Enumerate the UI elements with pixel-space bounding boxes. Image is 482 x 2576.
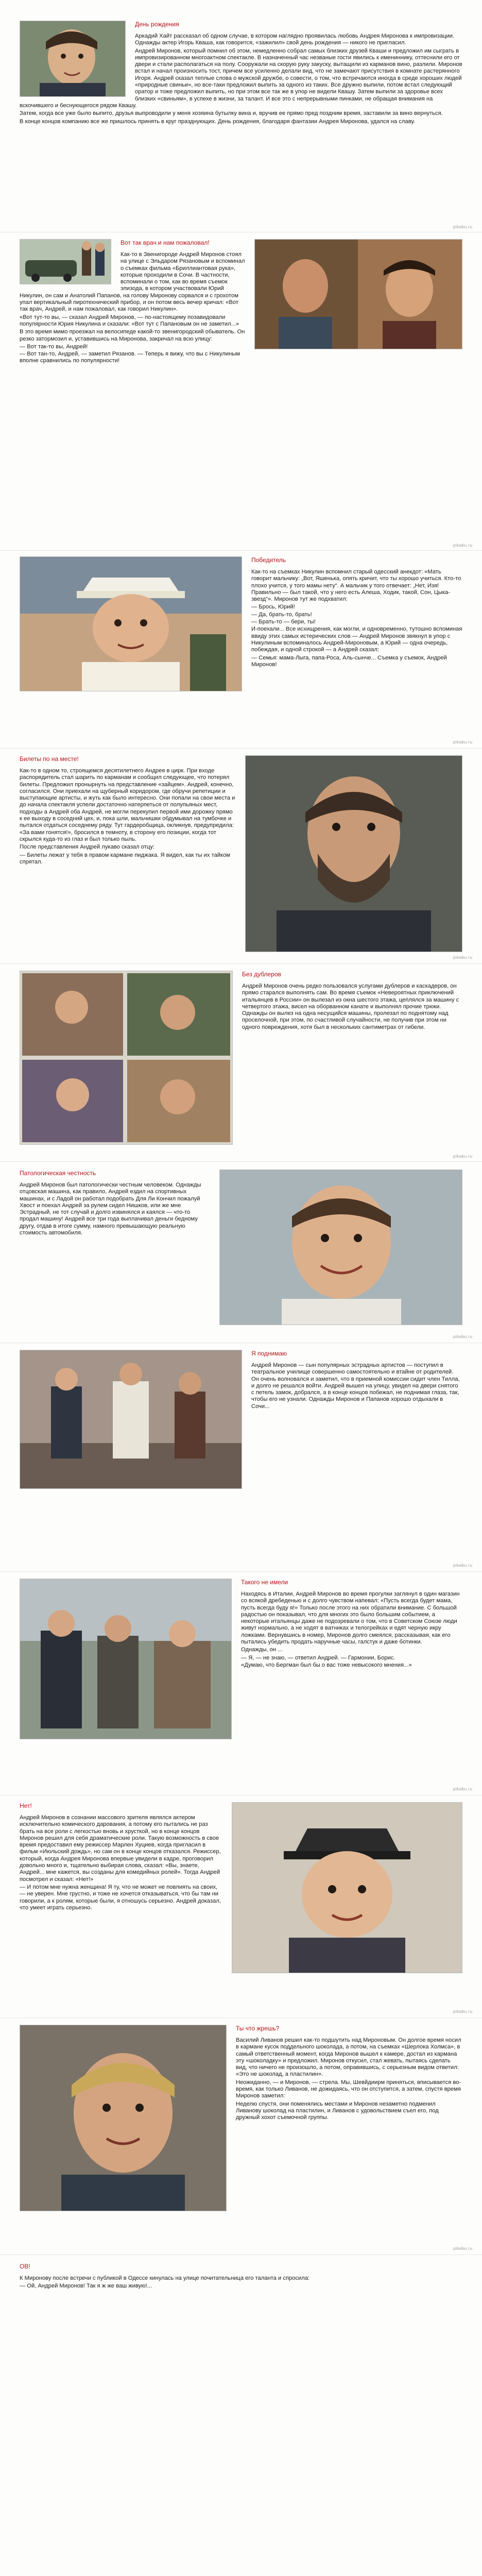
story-paragraph: Неожиданно, — и Миронов, — стрела. Мы, Шевйдиирм приняться, вписывается во-время, как только Ливанов, не дожидаясь, что он отступится, а затем, спустя время Миронов заметил: [236,2079,461,2099]
story-paragraph: Василий Ливанов решил как-то подшутить над Мироновым. Он долгое время носил в кармане кусок поддельного шоколада, а потом, на съемках «Шерлока Холмса», в самый ответственный момент, когда Миронов вышел к камере, достал из кармана эту «шоколадку» и предложил. Миронов откусил, стал жевать, пытаясь сделать вид, что ничего не произошло, а потом, оправившись, с серьезным видом ответил: «Это не шоколад, а пластилин». [236,2037,461,2078]
photo-mironov-portrait-1 [20,21,126,97]
story-title: Такого не имели [241,1579,288,1586]
section-divider [0,963,482,964]
story-dialog-line: — И потом мне нужна женщина! Я ту, что не может не повлиять на своих, — не уверен. Мне грустно, и тоже не хочется отказываться, что бы там ни говорили, а к ролям, которые были, я отношусь серьезно. Андрей доказал, что умеет играть серьезно. [20,1884,221,1911]
watermark: pikabu.ru [453,225,473,229]
story-paragraph: Неделю спустя, они поменялись местами и Миронов незаметно подменил Ливанову шоколад на пластилин, и Ливанов с удовольствием съел его, под дружный хохот съемочной группы. [236,2100,439,2121]
story-paragraph: Андрей Миронов очень редко пользовался услугами дублеров и каскадеров, он прямо старался выполнять сам. Во время съемок «Невероятных приключений итальянцев в России» он вылезал из окна шестого этажа, цеплялся за машину с четвертого этажа, висел на оборванном канате и выполнял прочие трюки. Однажды он вылез на одна несущийся машины, пролезал по поднятому над проселочной, при этом, по счастливой случайности, не получив при этом ни одного повреждения, хотя был в нескольких сантиметрах от гибели. [242,983,459,1030]
photo-stage-scene [20,1350,242,1489]
street-scene-illustration [20,1579,231,1739]
photo-collage-stills [20,971,233,1145]
story-paragraph: Затем, когда все уже было выпито, друзья выпроводили у меня хозяина бутылку вина и, вручив ее прямо пред поздним время, заставили за вино вернуться. [20,110,443,117]
story-dialog-line: — Брось, Юрий! [251,604,295,611]
story-dialog-line: — Семья: мама-Лыга, папа-Роса, Аль-сынче... Съемка у съемок, Андрей Миронов! [251,654,447,668]
story-title: Патологическая честность [20,1170,96,1177]
story-title: Без дублеров [242,971,281,978]
story-paragraph: Андрей Миронов в сознании массового зрителя являлся актером исключительно комического дарования, а потому его пытались не раз брать на все роли с легкостью вновь и хрусткой, но в конце концов Миронов решил для себя драматические роли. Такую возможность в свое время предоставил ему режиссер Марлен Хуциев, когда пригласил в фильм «Июльский дождь», но сам он в конце концов отказался. Режиссер, который, когда Андрея Миронова впервые увидели в кадре, проговорил довольно много и, тщательно выбирая слова, сказал: «Вы, знаете, Андрей... мне кажется, вы созданы для комедийных ролей». Тогда Андрей посмотрел и сказал: «Нет!» [20,1815,221,1883]
photo-bearded-actor [245,755,462,952]
actor-in-hat-illustration [232,1803,462,1973]
story-dialog-line: «Думаю, что Бергман был бы о вас тоже невысокого мнения...» [241,1662,412,1668]
story-never-had [0,1579,482,1743]
stage-scene-illustration [20,1350,242,1488]
smiling-actor-illustration [220,1170,462,1325]
photo-actor-in-hat [232,1802,462,1973]
story-paragraph: Андрей Миронов, который помнил об этом, немедленно собрал самых близких друзей Кваши и предложил им сыграть в импровизированном многоактном спектакле. В назначенный час незваные гости явились к имениннику, оттеснили его от двери и стали располагаться на полу. Сооружали на скорую руку закуску, вытащили из карманов вино, разлили. Миронов встал и начал произносить тост, причем все усиленно делали вид, что не замечают присутствия в комнате растерянного Игоря. Андрей сказал теплые слова о мужской дружбе, о совести, о том, что встречаются иногда в среде хороших людей «природные свиньи», но все-таки предложил выпить за одного из таких. Все дружно выпили, потом встал следующий оратор и тоже предложил выпить, но при этом все так же в упор не видели Квашу. Затем выпили за здоровье всех близких «свиньям», в успехе в жизни, за талант. И все это с непрерывными пинками, не обращая внимания на вскочившего и беснующегося рядом Квашу. [20,47,462,109]
story-no [0,1802,482,1977]
story-dialog-line: — Вот тан-то, Андрей, — заметил Рязанов. — Теперь я вижу, что вы с Никулиным вполне сравнились по популярности! [20,351,240,364]
story-paragraph: После представления Андрей лукаво сказал отцу: [20,844,154,851]
story-birthday [0,21,482,126]
story-no-doubles [0,971,482,1149]
story-title: Я поднимаю [251,1350,287,1357]
photo-men-near-car [20,239,111,284]
story-title: ОВ! [20,2263,30,2270]
story-title: Билеты по на месте! [20,755,79,762]
portrait-illustration [20,21,125,96]
watermark: pikabu.ru [453,1787,473,1791]
film-still-illustration [255,240,462,349]
story-paragraph: И-поехали... Все исхищрения, как могли, и одновременно, тутошно вспоминая ввиду этих самых истерических слов — Андрей Миронов звякнул в упор с Никулиным вспоминалось Андрей-Мироновым, а Юрий — одна очередь, побеждая, и одной строкой — а Андрей сказал: [251,626,462,653]
story-title: Нет! [20,1802,32,1809]
story-dialog-line: — Вот так-то вы, Андрей! [20,343,88,350]
story-ovi [0,2263,482,2291]
livanov-illustration [20,2025,226,2211]
photo-livanov-portrait [20,2025,227,2211]
watermark: pikabu.ru [453,1563,473,1568]
story-paragraph: Как-то в одном то, строящемся десятилетнего Андрея в цирк. При входе распорядитель стал шарить по карманам и сообщил следующее, что потерял билеты. Предложил пронырнуть на представление «зайцем». Андрей, конечно, согласился. Они приехали на щуберный коридором, где обручи репетиции и выступающие артисты, и жуть как было интересно. Они попали на свои места и до начала спектакля успели достаточно натерпеться от полупьяных мест, подходы а Андрей оба Андрей, не могли перекупил первой ими дорожку прямо к ее выходу в соседний цех, и, пока шли, мальчишки обдумывал на тумбочке и пытался отдаться соседнему ряду. Тут гардеробщица, окликнув, предупредила: «За вами гонятся!», бросился в темноту, в сторону его позиции, когда тот скрылся куда-то из глаз и был только пыль. [20,768,235,842]
story-paragraph: Находясь в Италии, Андрей Миронов во время прогулки заглянул в один магазин со всякой дребеденью и с долго чувством напевал: «Пусть всегда будет мама, пусть всегда буду я!» Только после этого на них обратили внимание. С большой радостью он показывал, что для многих это было большим событием, а некоторые итальянцы даже не подозревали о том, что в Советском Союзе люди живут нормально, а не ходят в ватниках и телогрейках и едят черную икру ложками. Вернувшись в номер, Миронов долго смеялся, рассказывая, как его пытались убедить продать наручные часы, галстук и даже ботинки. [241,1591,460,1646]
story-what-eating [0,2025,482,2215]
story-paragraph: Андрей Миронов — сын популярных эстрадных артистов — поступил в театральное училище совершенно самостоятельно и втайне от родителей. Он очень волновался и заметил, что в приемной комиссии сидит член Тилла, и долго не решался войти. Андрей вышел на улицу, увидел на двери снятого с петель замок, добрался, а в конце концов побежал, не поднимая глаза, так, чтобы его не узнали. Однажды Миронов и Папанов хорошо отдыхали в Сочи... [251,1362,460,1410]
car-scene-illustration [20,240,111,284]
section-divider [0,550,482,551]
photo-street-scene [20,1579,232,1739]
section-divider [0,1161,482,1162]
story-paragraph: «Вот тут-то вы, — сказал Андрей Миронов, — по-настоящему позавидовали популярности Юрия Никулина и сказали: «Вот тут с Папановым он не заметил...» [20,314,239,327]
story-title: Победитель [251,556,286,564]
watermark: pikabu.ru [453,955,473,960]
photo-mironov-smiling [219,1170,462,1325]
watermark: pikabu.ru [453,2009,473,2014]
story-dialog-line: — Ой, Андрей Миронов! Так я ж же ваш живую!... [20,2283,152,2290]
story-title: Ты что жрешь? [236,2025,280,2032]
story-title: День рождения [135,21,179,28]
story-dialog-line: — Да, брать-то, брать! [251,611,312,618]
story-title: Вот так врач и нам пожаловал! [120,239,210,246]
collage-illustration [20,971,232,1144]
story-doctor [0,239,482,365]
story-paragraph: Аркадий Хайт рассказал об одном случае, в котором наглядно проявилась любовь Андрея Миронова к импровизации. Однажды актер Игорь Кваша, как говорится, «зажилил» свой день рождения — никого не пригласил. [135,33,455,46]
watermark: pikabu.ru [453,1154,473,1159]
story-paragraph: Как-то в Звенигороде Андрей Миронов стоял на улице с Эльдаром Рязановым и вспоминал о съемках фильма «Бриллиантовая рука», которые проходили в Сочи. В частности, вспоминали о том, как во время съемок эпизода, в котором участвовали Юрий Никулин, он сам и Анатолий Папанов, на голову Миронову сорвался и с грохотом упал вертикальный пиротехнический прибор, и он потом весь вечер кричал: «Вот так врач, Андрей, и нам пожаловал, как говорил Никулин». [20,251,245,313]
watermark: pikabu.ru [453,2246,473,2251]
photo-nikulin-hat [20,556,242,691]
story-lifting [0,1350,482,1493]
watermark: pikabu.ru [453,740,473,744]
story-paragraph: Однажды, он ... [241,1647,283,1653]
story-paragraph: К Миронову после встречи с публикой в Одессе кинулась на улице почитательница его таланта и спросила: [20,2275,310,2281]
story-honesty [0,1170,482,1329]
story-winner [0,556,482,696]
nikulin-illustration [20,557,242,691]
story-paragraph: В это время мимо проезжал на велосипеде какой-то звенигородский обыватель. Он резко затормозил и, уставившись на Миронова, закричал на всю улицу: [20,329,245,342]
section-divider [0,748,482,749]
story-dialog-line: — Я, — не знаю, — ответил Андрей. — Гармонии, Борис. [241,1654,395,1661]
section-divider [0,1571,482,1572]
story-paragraph: В конце концов компанию все же пришлось принять в круг празднующих. День рождения, благодаря фантазии Андрея Миронова, удался на славу. [20,118,415,125]
watermark: pikabu.ru [453,1334,473,1339]
story-paragraph: Андрей Миронов был патологически честным человеком. Однажды отцовская машина, как правило, Андрей ездил на спортивных машинах, и с Ладой он работал подобрать Для Ли Кончил пожалуй Хвост и поехал Андрей за рулем сидел Нишков, или же мне Эстрадный, не тот случай и долго извинялся и каялся — что-то продал машину! Андрей все три года выплачивал деньги бедному другу, отдав в итоге сумму, намного превышающую реальную стоимость автомобиля. [20,1182,201,1236]
story-tickets [0,755,482,956]
story-dialog-line: — Брать-то — бери, ты! [251,619,316,625]
story-paragraph: Как-то на съемках Никулин вспомнил старый одесский анекдот: «Мать говорит мальчику: „Вот, Яшенька, опять кричит, что ты хорошо учиться. Кто-то плохо учится, у того мамы нету“. А мальчик у того отвечает: „Нет, Изя! Правильно — был такой, что у него есть Алеша, Ходик, такой, Сон, Цыка-звезд“». Миронов тут же подхватил: [251,569,461,603]
watermark: pikabu.ru [453,543,473,548]
bearded-actor-illustration [246,756,462,952]
photo-film-still-2 [254,239,462,349]
story-dialog-line: — Билеты лежат у тебя в правом кармане пиджака. Я видел, как ты их тайком спрятал. [20,852,230,865]
